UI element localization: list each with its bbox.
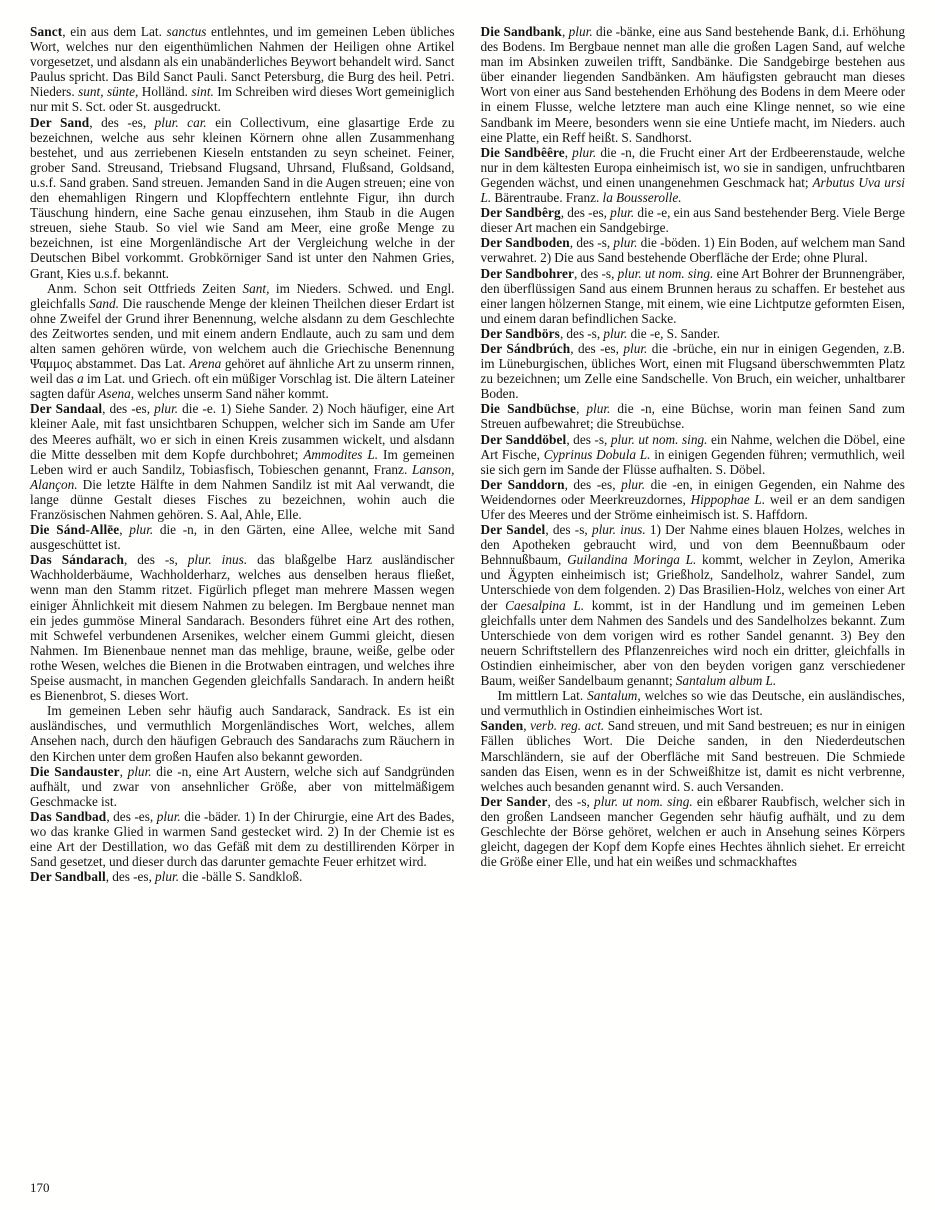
italic-term: plur. [127,763,152,779]
entry-paragraph: Die Sandbank, plur. die -bänke, eine aus Sand bestehende Bank, d.i. Erhöhung des Bodens. Im Bergbaue nennet man alle die großen Lagen Sand, auf welche man im Absinken zuweilen trifft, Sandbänke. Die Sandgebirge bestehen aus über einander liegenden Sandbänken. Am häufigsten gebraucht man dieses Wort von einer aus Sand bestehenden Erhöhung des Bodens in dem Meere oder in einem Flusse, welche letztere man auch eine Klinge nennet, so wie eine Sandbank im Meere, besonders wenn sie eine Untiefe macht, im Nieders. auch eine Platte, ein Reff heißt. S. Sandhorst. [480,24,905,145]
italic-term: plur. [613,235,638,251]
italic-term: sanctus [166,24,207,39]
entry-paragraph: Die Sandbêêre, plur. die -n, die Frucht einer Art der Erdbeerenstaude, welche nur in dem kältesten Europa einheimisch ist, wo sie in sandigen, unfruchtbaren Gegenden wächst, und einen unangenehmen Geschmack hat; Arbutus Uva ursi L. Bärentraube. Franz. la Bousserolle. [480,144,906,206]
entry-paragraph: Sanct, ein aus dem Lat. sanctus entlehntes, und im gemeinen Leben übliches Wort, welches nur den eigenthümlichen Nahmen der Heiligen ohne Artikel vorgesetzet, und alsdann als ein unabänderliches Beywort behandelt wird. Sanct Paulus spricht. Das Bild Sanct Pauli. Sanct Petersburg, die Burg des heil. Petri. Nieders. sunt, sünte, Holländ. sint. Im Schreiben wird dieses Wort gemeiniglich nur mit S. Sct. oder St. ausgedruckt. [30,24,455,115]
entry-paragraph: Der Sand, des -es, plur. car. ein Collectivum, eine glasartige Erde zu bezeichnen, welche aus sehr kleinen Körnern ohne allen Zusammenhang bestehet, und aus zerriebenen Kieseln entstanden zu seyn scheinet. Feiner, grober Sand. Streusand, Triebsand Flugsand, Uhrsand, Flußsand, Goldsand, u.s.f. Sand graben. Sand streuen. Jemanden Sand in die Augen streuen; eine von den ehemahligen Ringern und Klopffechtern entlehnte Figur, ihn durch Täuschung hindern, eine Sache genau einzusehen, ihm Staub in die Augen streuen, siehe Staub. So viel wie Sand am Meer, eine große Menge zu bezeichnen, ist eine Morgenländische Art der Vergleichung welche in der Deutschen Bibel vorkommt. Grobkörniger Sand ist unter den Nahmen Gries, Grant, Kies u.s.f. bekannt. [30,114,455,281]
text-column-right [481,24,906,884]
entry-paragraph: Der Sandbohrer, des -s, plur. ut nom. sing. eine Art Bohrer der Brunnengräber, den überflüssigen Sand aus einem Brunnen heraus zu schaffen. Er bestehet aus einer langen hölzernen Stange, mit einem, wie eine Lichtputze geformten Eisen, und einem daran befindlichen Sacke. [480,265,905,326]
entry-headword: Der Sanddöbel [480,431,567,447]
italic-term: plur. inus. [591,522,646,538]
italic-term: Cyprinus Dobula L. [543,446,651,462]
italic-term: plur. car. [154,114,207,130]
italic-term: plur. [623,340,648,356]
italic-term: Ammodites L. [303,446,379,462]
italic-term: Santalum album L. [675,673,777,689]
entry-headword: Der Sandbörs [480,325,560,341]
italic-term: verb. reg. act. [530,718,605,734]
italic-term: Arena [189,356,222,372]
entry-headword: Sanden [480,718,524,734]
entry-headword: Der Sandball [30,869,106,885]
entry-headword: Die Sánd-Allēe [30,522,120,538]
entry-headword: Der Sandbêrg [480,205,561,221]
italic-term: Hippophae L. [690,491,766,507]
italic-term: Sand. [89,295,119,311]
italic-term: plur. [568,24,593,39]
italic-term: plur. inus. [187,552,248,568]
italic-term: la Bousserolle. [602,190,682,206]
entry-paragraph: Der Sander, des -s, plur. ut nom. sing. ein eßbarer Raubfisch, welcher sich in den großen Landseen mancher Gegenden sehr häufig aufhält, und zu dem Geschlechte der Börse gehöret, welchen er auch in Ansehung seines Körpers gleicht, dagegen der Kopf dem Kopfe eines Hechtes ähnlich siehet. Er erreicht die Größe einer Elle, und hat ein weißes und schmackhaftes [480,793,905,870]
entry-headword: Sanct [30,24,63,39]
entry-headword: Die Sandauster [30,763,120,779]
entry-paragraph: Der Sandbörs, des -s, plur. die -e, S. Sander. [480,325,720,341]
italic-term: Lanson, Alançon. [30,461,455,492]
continuation-paragraph: Im gemeinen Leben sehr häufig auch Sandarack, Sandrack. Es ist ein ausländisches, und vermuthlich Morgenländisches Wort, welches, allem Ansehen nach, durch den häufigen Gebrauch des Sandarachs zum Räuchern in den Kirchen unter dem großen Haufen also bekannt geworden. [30,703,455,764]
entry-paragraph: Der Sandball, des -es, plur. die -bälle S. Sandkloß. [30,869,303,885]
page-number: 170 [30,1180,50,1195]
italic-term: Guilandina Moringa L. [567,552,697,568]
entry-paragraph: Das Sándarach, des -s, plur. inus. das blaßgelbe Harz ausländischer Wachholderbäume, Wachholderharz, welches aus denselben heraus fließet, wenn man den Stamm ritzet. Figürlich pfleget man mehrere Massen wegen einiger Ähnlichkeit mit diesem Nahmen zu belegen. Im Bergbaue nennet man ein jedes gummöse Mineral Sandarach. Besonders führet eine Art des rothen, mit Schwefel verbundenen Arsenikes, welcher einem Gummi gleicht, diesen Nahmen. Im Bienenbaue nennet man das mehlige, braune, weiße, gelbe oder rothe Wesen, welches die Bienen in die Brotwaben eintragen, und welches ihre Speise ausmacht, in manchen Gegenden gleichfalls Sandarach. In andern heißt es Bienenbrot, S. dieses Wort. [30,552,455,704]
italic-term: plur. [156,808,181,824]
italic-term: plur. [572,144,597,160]
entry-headword: Das Sandbad [30,808,107,824]
entry-paragraph: Die Sánd-Allēe, plur. die -n, in den Gärten, eine Allee, welche mit Sand ausgeschüttet ist. [30,522,455,553]
entry-headword: Der Sandboden [480,235,570,251]
text-columns [30,24,905,884]
italic-term: a [77,371,84,387]
entry-paragraph: Das Sandbad, des -es, plur. die -bäder. 1) In der Chirurgie, eine Art des Bades, wo das kranke Glied in warmen Sand gestecket wird. 2) In der Chemie ist es eine Art der Destillation, wo das Gefäß mit dem zu destillirenden Körper in Sand gesetzet, und dieser durch das darunter gemachte Feuer erhitzet wird. [30,808,455,870]
entry-headword: Der Sandel [480,522,546,538]
entry-paragraph: Die Sandbüchse, plur. die -n, eine Büchse, worin man feinen Sand zum Streuen aufbewahret; die Streubüchse. [480,401,905,432]
entry-paragraph: Der Sandaal, des -es, plur. die -e. 1) Siehe Sander. 2) Noch häufiger, eine Art kleiner Aale, mit fast unsichtbaren Schuppen, welcher sich im Sande am Ufer des Meeres aufhält, wo er sich in einen Kreis zusammen wickelt, und alsdann die Mitte desselben mit dem Kopfe durchbohret; Ammodites L. Im gemeinen Leben wird er auch Sandilz, Tobiasfisch, Tobieschen genannt, Franz. Lanson, Alançon. Die letzte Hälfte in dem Nahmen Sandilz ist mit Aal verwandt, die lange dünne Gestalt dieses Fisches zu bezeichnen, wohin auch die Französischen Nahmen gehören. S. Aal, Ahle, Elle. [30,401,455,522]
continuation-paragraph: Im mittlern Lat. Santalum, welches so wie das Deutsche, ein ausländisches, und vermuthlich in Ostindien einheimisches Wort ist. [480,688,905,719]
italic-term: plur. [129,522,154,538]
entry-paragraph: Der Sanddorn, des -es, plur. die -en, in einigen Gegenden, ein Nahme des Weidendornes oder Meerkreuzdornes, Hippophae L. weil er an dem sandigen Ufer des Meeres und der Ströme einheimisch ist. S. Haffdorn. [480,476,905,522]
entry-paragraph: Der Sandboden, des -s, plur. die -böden. 1) Ein Boden, auf welchem man Sand verwahret. 2) Die aus Sand bestehende Oberfläche der Erde; ohne Plural. [480,235,905,266]
text-column-left [30,24,455,884]
entry-headword: Der Sandaal [30,401,103,417]
italic-term: plur. ut nom. sing. [594,793,693,809]
italic-term: sint. [191,84,214,100]
entry-paragraph: Der Sanddöbel, des -s, plur. ut nom. sing. ein Nahme, welchen die Döbel, eine Art Fische, Cyprinus Dobula L. in einigen Gegenden führen; vermuthlich, weil sie sich gern im Sande der Flüsse aufhalten. S. Döbel. [480,431,905,477]
entry-headword: Die Sandbüchse [480,401,577,417]
italic-term: plur. [155,869,180,885]
italic-term: plur. [621,476,646,492]
entry-paragraph: Der Sandbêrg, des -es, plur. die -e, ein aus Sand bestehender Berg. Viele Berge dieser Art machen ein Sandgebirge. [480,205,905,236]
italic-term: Caesalpina L. [505,597,585,613]
entry-paragraph: Der Sandel, des -s, plur. inus. 1) Der Nahme eines blauen Holzes, welches in den Apotheken gebraucht wird, und von dem Beennußbaum oder Behnnußbaum, Guilandina Moringa L. kommt, welcher in Zeylon, Amerika und Ägypten einheimisch ist; Grießholz, Sandelholz, wahrer Sandel, zum Unterschiede von dem folgenden. 2) Das Brasilien-Holz, welches von einer Art der Caesalpina L. kommt, ist in der Handlung und im gemeinen Leben gleichfalls unter dem Nahmen des Sandels und des Sandelholzes bekannt. Zum Unterschiede von dem vorigen wird es rother Sandel genannt. 3) Bey den neuern Schriftstellern des Pflanzenreiches wird noch ein dritter, gleichfalls in Ostindien einheimischer, aber von den beyden vorigen ganz verschiedener Baum, weißer Sandelbaum genannt; Santalum album L. [480,522,906,689]
entry-headword: Der Sandbohrer [480,265,575,281]
italic-term: plur. ut nom. sing. [617,265,714,281]
entry-paragraph: Die Sandauster, plur. die -n, eine Art Austern, welche sich auf Sandgründen aufhält, und zwar von ansehnlicher Größe, aber von mittelmäßigem Geschmacke ist. [30,763,455,809]
entry-headword: Der Sand [30,114,90,130]
entry-headword: Der Sándbrúch [480,340,571,356]
italic-term: Asena, [98,386,135,402]
italic-term: Sant, [242,280,270,296]
entry-headword: Die Sandbank [480,24,562,39]
italic-term: plur. [603,325,628,341]
italic-term: plur. ut nom. sing. [610,431,708,447]
entry-headword: Der Sanddorn [480,476,565,492]
italic-term: Santalum, [587,688,641,704]
italic-term: plur. [154,401,179,417]
italic-term: Arbutus Uva ursi L. [480,174,905,206]
italic-term: plur. [610,205,635,221]
entry-headword: Der Sander [480,793,548,809]
continuation-paragraph: Anm. Schon seit Ottfrieds Zeiten Sant, im Nieders. Schwed. und Engl. gleichfalls Sand. Die rauschende Menge der kleinen Theilchen dieser Erdart ist ohne Zweifel der Grund ihrer Benennung, welche alsdann zu dem Geschlechte des Zeitwortes senden, und mit einem andern Endlaute, auch zu sam und dem alten samen gehören würde, von welchem auch die Griechische Benennung Ψαμμος abstammet. Das Lat. Arena gehöret auf ähnliche Art zu unserm rinnen, weil das a im Lat. und Griech. oft ein müßiger Vorschlag ist. Die ältern Lateiner sagten dafür Asena, welches unserm Sand näher kommt. [30,280,455,402]
entry-paragraph: Der Sándbrúch, des -es, plur. die -brüche, ein nur in einigen Gegenden, z.B. im Lüneburgischen, übliches Wort, einen mit Flugsand überschwemmten Platz zu bezeichnen; um Zelle eine Sandschelle. Von Bruch, ein weicher, unhaltbarer Boden. [480,340,905,402]
italic-term: sunt, sünte, [78,84,139,100]
entry-paragraph: Sanden, verb. reg. act. Sand streuen, und mit Sand bestreuen; es nur in einigen Fällen übliches Wort. Die Deiche sanden, in den Niederdeutschen Marschländern, sie auf der Oberfläche mit Sand bestreuen. Die Schmiede sanden das Eisen, wenn es in der Schweißhitze ist, damit es nicht verbrenne, welches auch besanden genannt wird. S. auch Versanden. [480,718,906,794]
italic-term: plur. [586,401,611,417]
entry-headword: Das Sándarach [30,552,124,568]
entry-headword: Die Sandbêêre [480,144,565,160]
